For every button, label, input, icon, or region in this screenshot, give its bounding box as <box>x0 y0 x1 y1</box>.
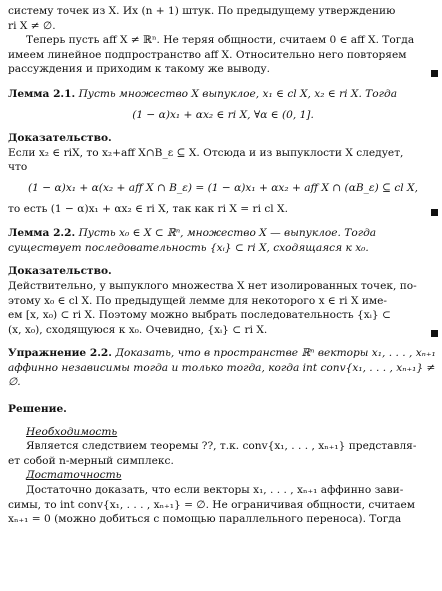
text-line: рассуждения и приходим к такому же выводу. <box>8 63 271 76</box>
lemma-text: Пусть множество X выпуклое, x₁ ∈ cl X, x₂ ∈ ri X. Тогда <box>78 87 398 100</box>
exercise-text: ∅. <box>8 376 21 389</box>
equation: (1 − α)x₁ + αx₂ ∈ ri X, ∀α ∈ (0, 1]. <box>132 108 314 121</box>
proof-2-1 <box>8 131 438 216</box>
text-row <box>8 323 438 338</box>
text-row <box>8 62 438 77</box>
necessity-heading: Необходимость <box>26 425 118 438</box>
text-line: систему точек из X. Их (n + 1) штук. По предыдущему утверждению <box>8 5 396 17</box>
text-row <box>8 202 438 217</box>
exercise-label: Упражнение 2.2. <box>8 347 112 360</box>
solution <box>8 402 438 527</box>
proof-2-2 <box>8 264 438 337</box>
text-line: ri X ≠ ∅. <box>8 19 56 32</box>
text-line: что <box>8 161 28 174</box>
exercise-2-2 <box>8 346 438 390</box>
sufficiency-heading: Достаточность <box>26 469 122 482</box>
lemma-2-2 <box>8 226 438 255</box>
text-line: Теперь пусть aff X ≠ ℝⁿ. Не теряя общности, считаем 0 ∈ aff X. Тогда <box>26 34 415 47</box>
lemma-2-1 <box>8 87 438 122</box>
lemma-text: Пусть x₀ ∈ X ⊂ ℝⁿ, множество X — выпуклое. Тогда <box>78 227 377 240</box>
text-line: (x, x₀), сходящуюся к x₀. Очевидно, {xᵢ} ⊂ ri X. <box>8 323 268 336</box>
text-line: xₙ₊₁ = 0 (можно добиться с помощью параллельного переноса). Тогда <box>8 513 402 526</box>
text-line: ет собой n-мерный симплекс. <box>8 454 174 467</box>
equation: (1 − α)x₁ + α(x₂ + aff X ∩ B_ε) = (1 − α)x₁ + αx₂ + aff X ∩ (αB_ε) ⊆ cl X, <box>28 181 418 194</box>
text-line: Является следствием теоремы ??, т.к. conv{x₁, . . . , xₙ₊₁} представля- <box>26 440 417 453</box>
text-line: то есть (1 − α)x₁ + αx₂ ∈ ri X, так как ri X = ri cl X. <box>8 202 288 215</box>
text-line: симы, то int conv{x₁, . . . , xₙ₊₁} = ∅. Не ограничивая общности, считаем <box>8 498 416 511</box>
exercise-text: Доказать, что в пространстве ℝⁿ векторы x₁, . . . , xₙ₊₁ <box>115 347 436 360</box>
solution-label: Решение. <box>8 403 67 416</box>
text-line: этому x₀ ∈ cl X. По предыдущей лемме для некоторого x ∈ ri X име- <box>8 294 388 307</box>
qed-square-icon <box>431 209 438 216</box>
lemma-label: Лемма 2.2. <box>8 227 76 240</box>
lemma-text: существует последовательность {xᵢ} ⊂ ri X, сходящаяся к x₀. <box>8 241 369 254</box>
text-line: Если x₂ ∈ riX, то x₂+aff X∩B_ε ⊆ X. Отсюда и из выпуклости X следует, <box>8 146 404 159</box>
qed-square-icon <box>431 70 438 77</box>
qed-square-icon <box>431 330 438 337</box>
text-line: Достаточно доказать, что если векторы x₁, . . . , xₙ₊₁ аффинно зави- <box>26 484 404 497</box>
exercise-text: аффинно независимы тогда и только тогда, когда int conv{x₁, . . . , xₙ₊₁} ≠ <box>8 361 436 374</box>
lemma-label: Лемма 2.1. <box>8 87 76 100</box>
text-line: имеем линейное подпространство aff X. Относительно него повторяем <box>8 48 407 61</box>
proof-label: Доказательство. <box>8 132 112 145</box>
proof-label: Доказательство. <box>8 265 112 278</box>
text-line: Действительно, у выпуклого множества X нет изолированных точек, по- <box>8 279 417 292</box>
text-row <box>8 19 438 34</box>
text-line: ем [x, x₀) ⊂ ri X. Поэтому можно выбрать последовательность {xᵢ} ⊂ <box>8 309 391 322</box>
